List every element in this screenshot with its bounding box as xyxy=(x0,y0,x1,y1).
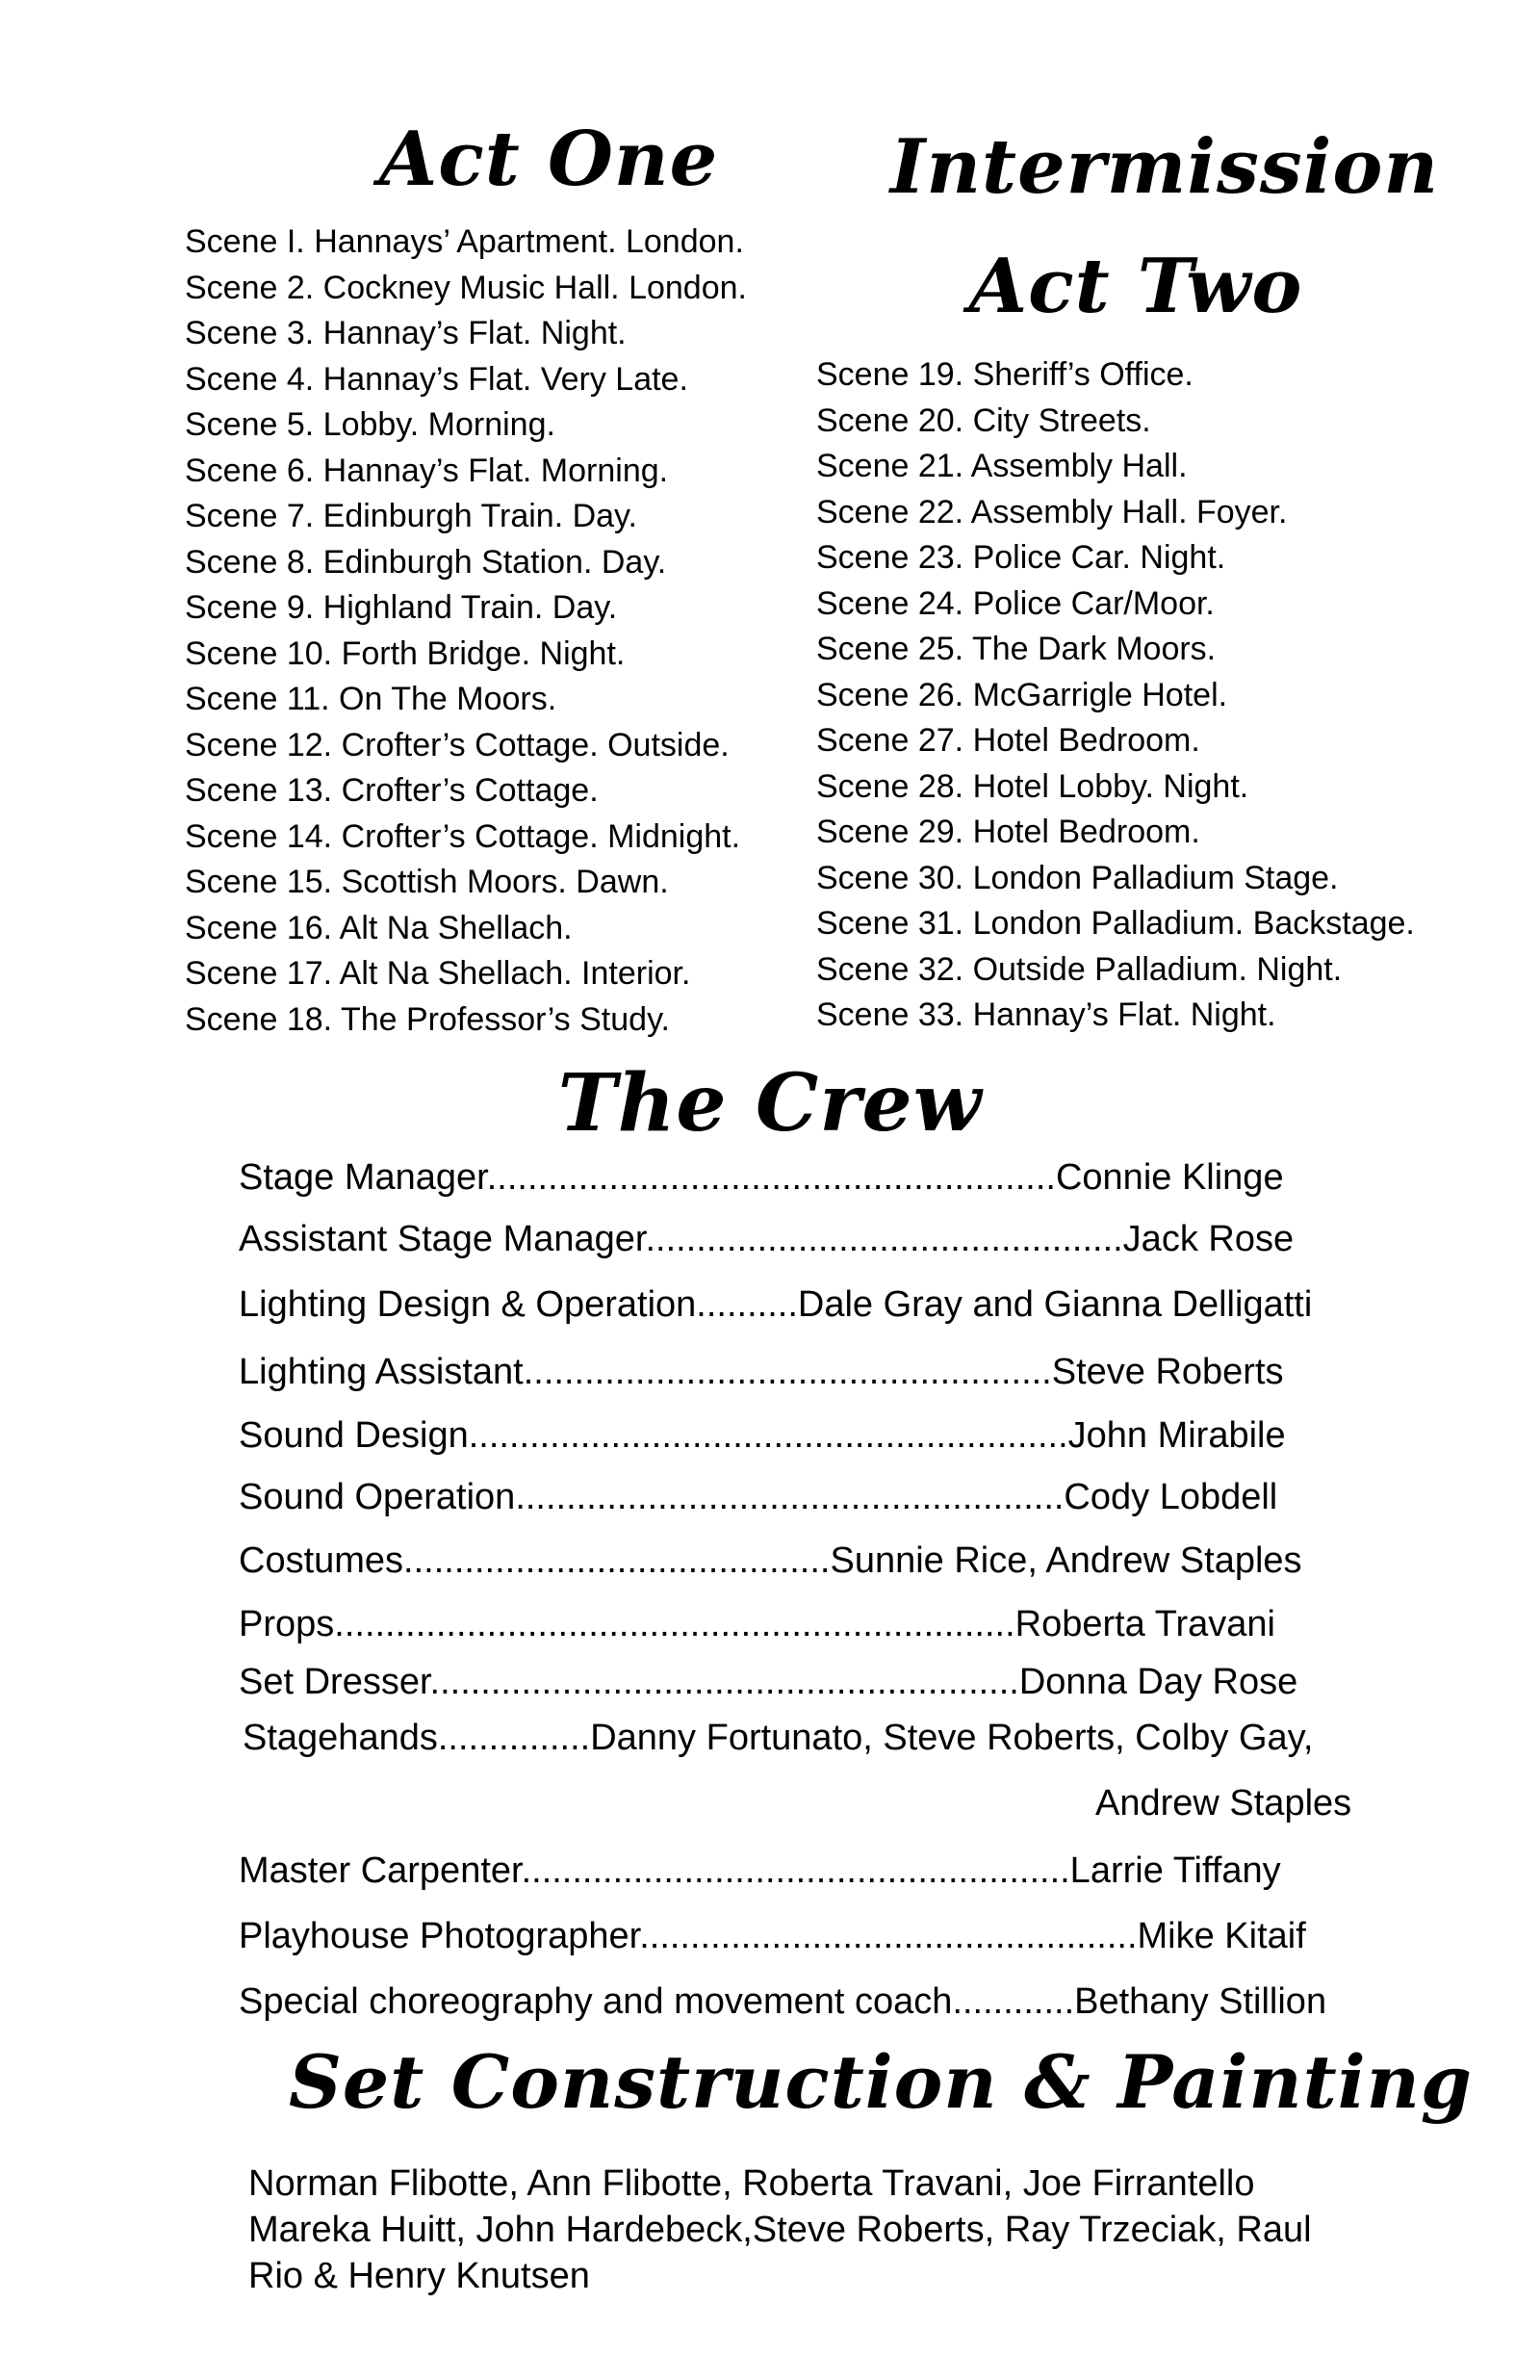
scene-item: Scene 8. Edinburgh Station. Day. xyxy=(185,543,667,581)
crew-credit-line: Assistant Stage Manager...............................................Jack Rose xyxy=(239,1219,1295,1259)
scene-item: Scene 4. Hannay’s Flat. Very Late. xyxy=(185,360,688,398)
crew-credit-line: Sound Operation......................................................Cody Lobdell xyxy=(239,1477,1278,1517)
set-construction-names xyxy=(248,2160,1384,2299)
crew-credit-line: Set Dresser..........................................................Donna Day Rose xyxy=(239,1662,1298,1702)
scene-item: Scene 30. London Palladium Stage. xyxy=(816,859,1339,896)
scene-item: Scene 16. Alt Na Shellach. xyxy=(185,909,573,946)
scene-item: Scene 24. Police Car/Moor. xyxy=(816,584,1215,622)
scene-item: Scene 22. Assembly Hall. Foyer. xyxy=(816,493,1288,530)
act-one-scene-list xyxy=(185,220,747,1043)
crew-credit-line: Costumes..........................................Sunnie Rice, Andrew Staples xyxy=(239,1540,1302,1581)
names-line: Norman Flibotte, Ann Flibotte, Roberta Travani, Joe Firrantello xyxy=(248,2163,1255,2204)
crew-credit-line: Stage Manager........................................................Connie Klinge xyxy=(239,1157,1284,1198)
scene-item: Scene 25. The Dark Moors. xyxy=(816,631,1217,667)
scene-item: Scene 19. Sheriff’s Office. xyxy=(816,356,1194,393)
crew-credit-line: Sound Design...........................................................John Mirabile xyxy=(239,1415,1286,1456)
scene-item: Scene 15. Scottish Moors. Dawn. xyxy=(185,864,669,900)
scene-item: Scene 18. The Professor’s Study. xyxy=(185,1000,670,1038)
crew-credit-line: Master Carpenter......................................................Larrie Tiffany xyxy=(239,1850,1281,1891)
scene-item: Scene 14. Crofter’s Cottage. Midnight. xyxy=(185,817,741,855)
scene-item: Scene 33. Hannay’s Flat. Night. xyxy=(816,996,1276,1033)
names-line: Rio & Henry Knutsen xyxy=(248,2256,590,2296)
crew-credit-line: Playhouse Photographer.................................................Mike Kitaif xyxy=(239,1916,1306,1956)
scene-item: Scene 9. Highland Train. Day. xyxy=(185,589,618,626)
act-one-heading: Act One xyxy=(378,116,719,203)
act-two-scene-list xyxy=(816,352,1415,1039)
scene-item: Scene 3. Hannay’s Flat. Night. xyxy=(185,315,627,351)
scene-item: Scene 31. London Palladium. Backstage. xyxy=(816,905,1415,942)
stagehands-continued: Andrew Staples xyxy=(1095,1783,1352,1824)
scene-item: Scene 7. Edinburgh Train. Day. xyxy=(185,498,637,534)
names-line: Mareka Huitt, John Hardebeck,Steve Roberts, Ray Trzeciak, Raul xyxy=(248,2210,1312,2250)
act-two-heading: Act Two xyxy=(968,243,1303,330)
scene-item: Scene 20. City Streets. xyxy=(816,401,1151,439)
scene-item: Scene 26. McGarrigle Hotel. xyxy=(816,676,1228,713)
scene-item: Scene 28. Hotel Lobby. Night. xyxy=(816,767,1249,805)
crew-credit-line: Props...................................................................Roberta Travani xyxy=(239,1604,1275,1644)
scene-item: Scene 29. Hotel Bedroom. xyxy=(816,814,1200,850)
scene-item: Scene 11. On The Moors. xyxy=(185,681,557,717)
scene-item: Scene 32. Outside Palladium. Night. xyxy=(816,950,1343,988)
scene-item: Scene 13. Crofter’s Cottage. xyxy=(185,772,599,809)
scene-item: Scene 17. Alt Na Shellach. Interior. xyxy=(185,955,691,992)
scene-item: Scene 10. Forth Bridge. Night. xyxy=(185,634,626,672)
scene-item: Scene 23. Police Car. Night. xyxy=(816,539,1226,576)
scene-item: Scene 12. Crofter’s Cottage. Outside. xyxy=(185,726,730,763)
scene-item: Scene 5. Lobby. Morning. xyxy=(185,406,555,443)
intermission-heading: Intermission xyxy=(889,123,1440,211)
scene-item: Scene I. Hannays’ Apartment. London. xyxy=(185,223,744,260)
crew-credit-line: Lighting Assistant....................................................Steve Roberts xyxy=(239,1352,1284,1392)
set-construction-heading: Set Construction & Painting xyxy=(289,2039,1474,2125)
scene-item: Scene 2. Cockney Music Hall. London. xyxy=(185,269,747,306)
scene-item: Scene 6. Hannay’s Flat. Morning. xyxy=(185,452,669,489)
scene-item: Scene 27. Hotel Bedroom. xyxy=(816,722,1200,759)
crew-credit-line: Lighting Design & Operation..........Dale Gray and Gianna Delligatti xyxy=(239,1284,1313,1325)
crew-credit-line: Stagehands...............Danny Fortunato, Steve Roberts, Colby Gay, xyxy=(243,1718,1314,1758)
scene-item: Scene 21. Assembly Hall. xyxy=(816,448,1188,484)
crew-heading: The Crew xyxy=(557,1057,983,1150)
crew-credit-line: Special choreography and movement coach............Bethany Stillion xyxy=(239,1981,1327,2022)
